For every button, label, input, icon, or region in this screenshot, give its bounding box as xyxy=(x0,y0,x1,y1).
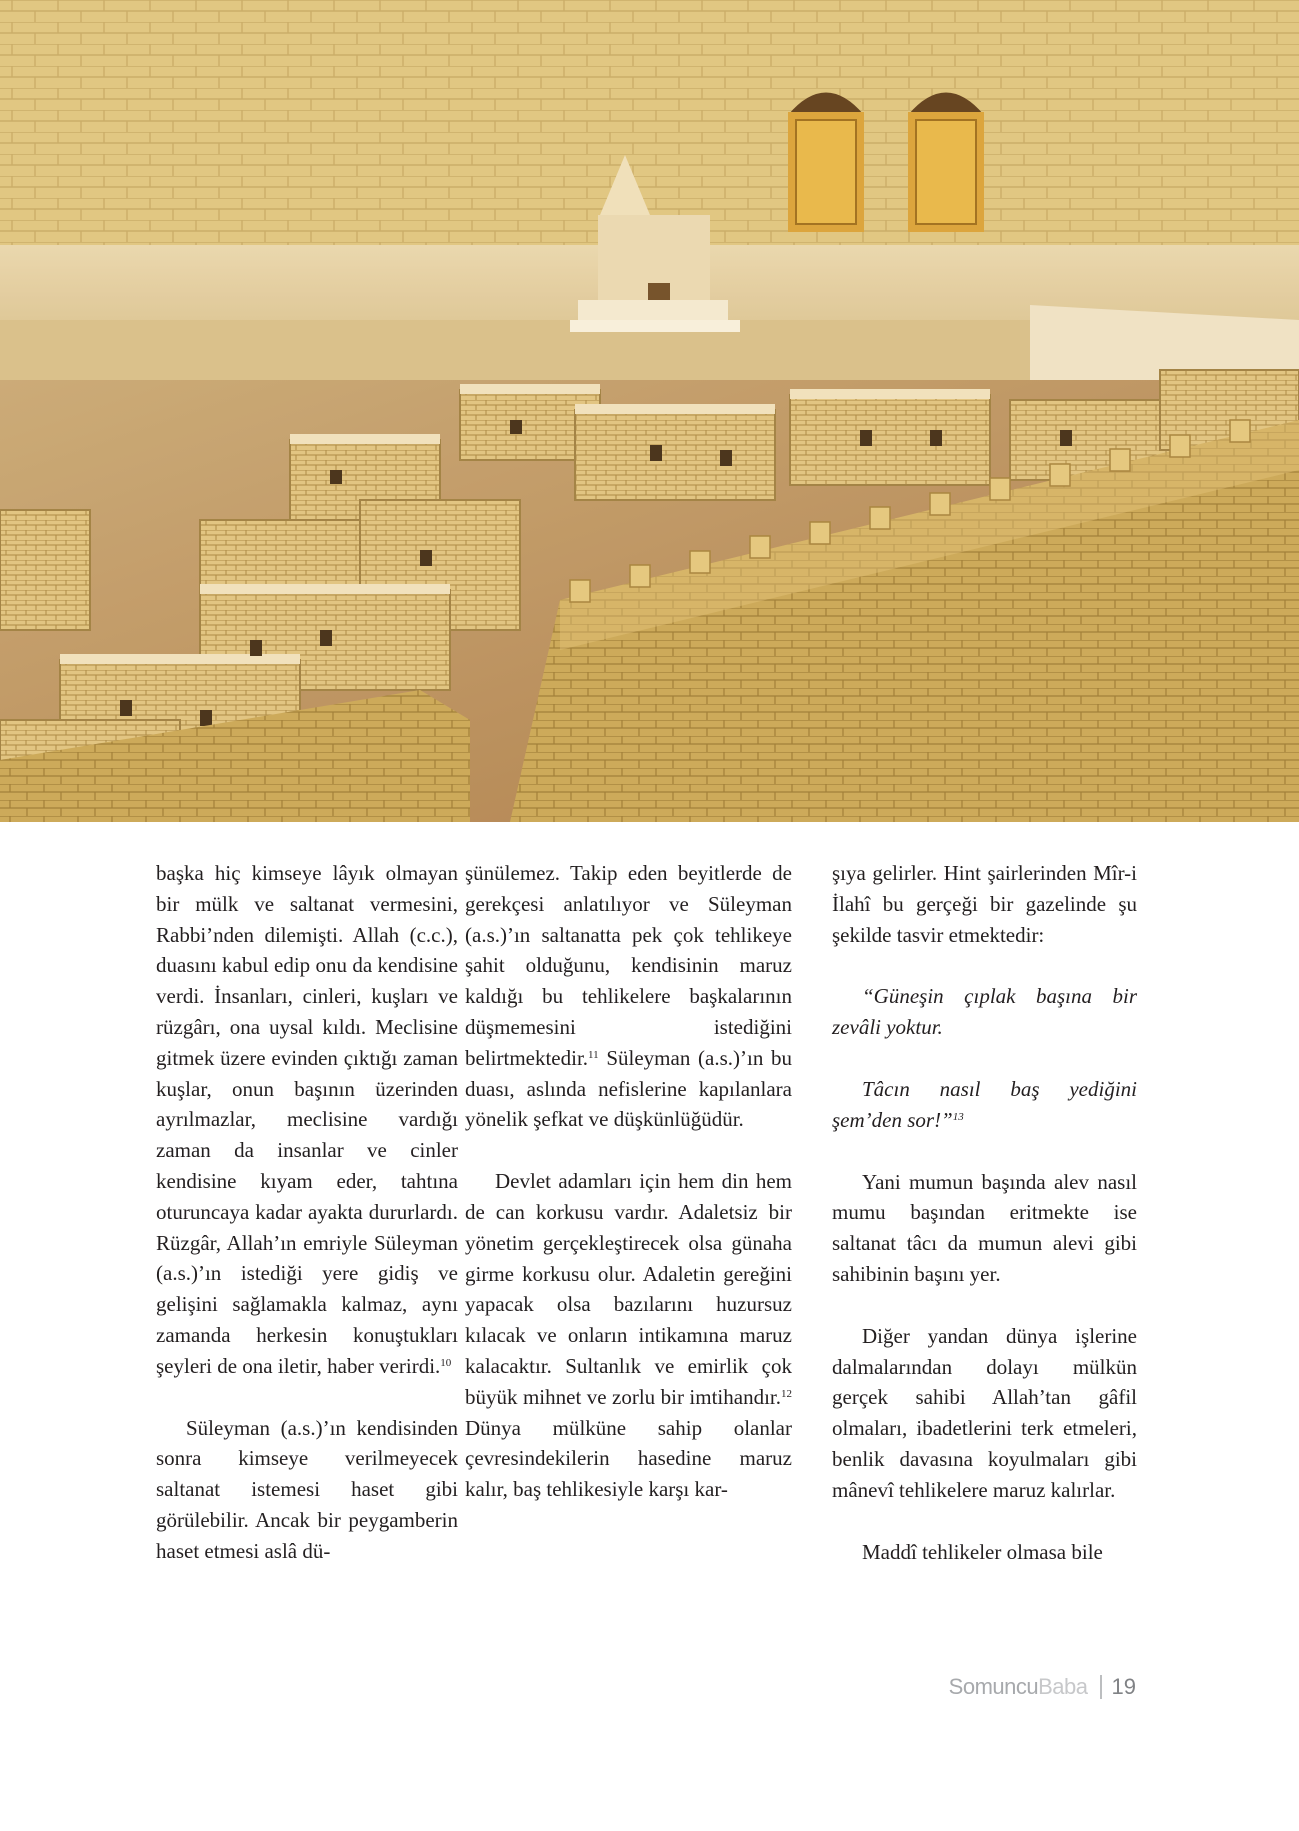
text-column-3 xyxy=(832,858,1137,1567)
paragraph: Diğer yandan dünya işlerine dalmalarından dolayı mülkün gerçek sahibi Allah’tan gâfil olmaları, ibadetlerini terk etmeleri, benlik davasına koyulmaları gibi mânevî tehlikelere maruz kalırlar. xyxy=(832,1323,1137,1502)
magazine-logo-part1: Somuncu xyxy=(948,1674,1039,1699)
magazine-logo-part2: Baba xyxy=(1038,1674,1088,1699)
text-column-2 xyxy=(465,858,792,1505)
paragraph: Devlet adamları için hem din hem de can korkusu vardır. Adaletsiz bir yönetim gerçekleştirecek olsa günaha girme korkusu olur. Adaletin gereğini yapacak olsa bazılarını huzursuz kılacak ve onların intikamına maruz kalacaktır. Sultanlık ve emirlik çok büyük mihnet ve zorlu bir imtihandır.$^{12}$ Dünya mülküne sahip olanlar çevresindekilerin hasedine maruz kalır, baş tehlikesiyle karşı kar- xyxy=(465,1169,792,1502)
footer-divider xyxy=(1100,1675,1102,1699)
page-number: 19 xyxy=(1111,1674,1136,1699)
paragraph: Maddî tehlikeler olmasa bile xyxy=(862,1539,1103,1564)
footnote-ref[interactable]: 10 xyxy=(440,1356,452,1369)
text-column-1 xyxy=(156,858,458,1567)
paragraph: Yani mumun başında alev nasıl mumu başından eritmekte ise saltanat tâcı da mumun alevi gibi sahibinin başını yer. xyxy=(832,1169,1137,1286)
footnote-ref[interactable]: 12 xyxy=(781,1387,792,1400)
paragraph: şünülemez. Takip eden beyitlerde de gerekçesi anlatılıyor ve Süleyman (a.s.)’ın saltanatta pek çok tehlikeye şahit olduğunu, kendisinin maruz kaldığı bu tehlikelere başkalarının düşmemesini istediğini belirtmektedir.$^{11}$ Süleyman (a.s.)’ın bu duası, aslında nefislerine kapılanlara yönelik şefkat ve düşkünlüğüdür. xyxy=(465,861,792,1132)
footnote-ref[interactable]: 11 xyxy=(588,1048,599,1061)
paragraph: başka hiç kimseye lâyık olmayan bir mülk ve saltanat vermesini, Rabbi’nden dilemişti. Allah (c.c.), duasını kabul edip onu da kendisine verdi. İnsanları, cinleri, kuşları ve rüzgârı, ona uysal kıldı. Meclisine gitmek üzere evinden çıktığı zaman kuşlar, onun başının üzerinden ayrılmazlar, meclisine vardığı zaman da insanlar ve cinler kendisine kıyam eder, tahtına oturuncaya kadar ayakta dururlardı. Rüzgâr, Allah’ın emriyle Süleyman (a.s.)’ın istediği yere gidiş ve gelişini sağlamakla kalmaz, aynı zamanda herkesin konuştukları şeyleri de ona iletir, haber verirdi.$^{10}$ xyxy=(156,861,458,1378)
footnote-ref[interactable]: 13 xyxy=(952,1110,964,1123)
paragraph: şıya gelirler. Hint şairlerinden Mîr-i İlahî bu gerçeği bir gazelinde şu şekilde tasvir etmektedir: xyxy=(832,861,1137,947)
temple-model-photo-icon xyxy=(0,0,1299,822)
hero-image xyxy=(0,0,1299,822)
poem-quote-line: “Güneşin çıplak başına bir zevâli yoktur. xyxy=(832,984,1137,1040)
poem-quote-line: Tâcın nasıl baş yediğini şem’den sor!”$^{13}$ xyxy=(832,1076,1137,1132)
paragraph: Süleyman (a.s.)’ın kendisinden sonra kimseye verilmeyecek saltanat istemesi haset gibi görülebilir. Ancak bir peygamberin haset etmesi aslâ dü- xyxy=(156,1415,458,1563)
page-footer xyxy=(949,1674,1136,1700)
